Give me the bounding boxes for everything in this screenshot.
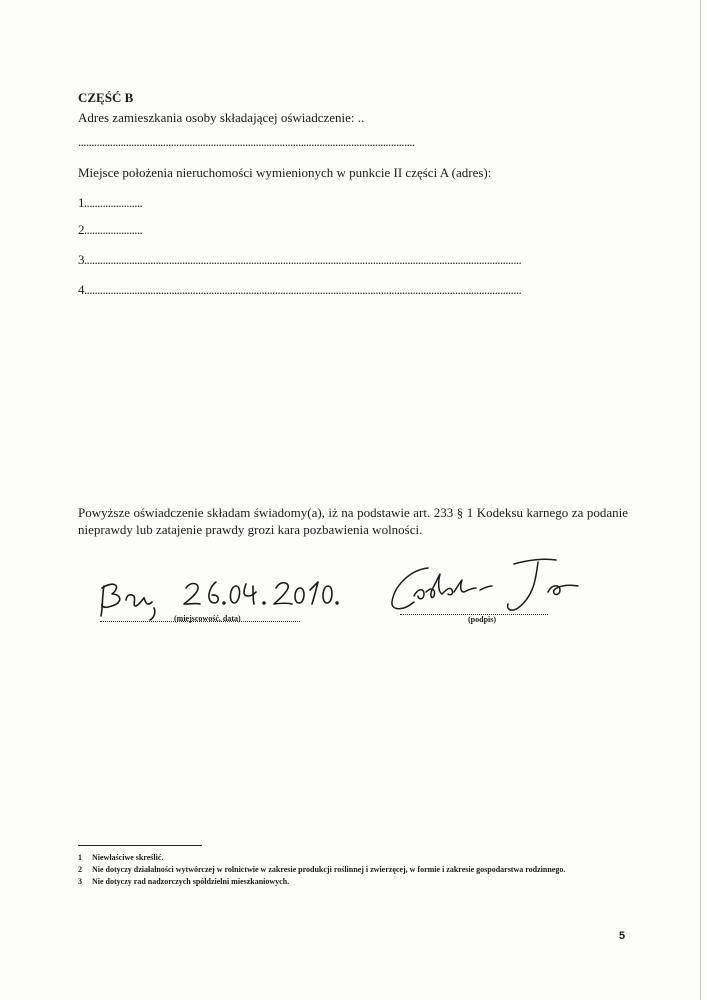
section-heading: CZĘŚĆ B: [78, 90, 134, 105]
footnote-separator: [78, 845, 202, 846]
address-label: Adres zamieszkania osoby składającej oświadczenie: ..: [78, 110, 365, 125]
footnote-3: [78, 877, 289, 886]
footnote-text: Nie dotyczy rad nadzorczych spółdzielni mieszkaniowych.: [92, 877, 290, 886]
page-number: 5: [619, 930, 626, 942]
footnote-number: 3: [78, 877, 82, 886]
scan-edge-line: [700, 0, 701, 1000]
location-line-3: 3.....................................................................................................................................................................: [78, 252, 522, 267]
signature-caption: (podpis): [468, 615, 497, 624]
declaration-text: Powyższe oświadczenie składam świadomy(a), iż na podstawie art. 233 § 1 Kodeksu karnego za podanie nieprawdy lub zatajenie prawdy grozi kara pozbawienia wolności.: [78, 505, 628, 537]
footnote-text: Nie dotyczy działalności wytwórczej w rolnictwie w zakresie produkcji roślinnej i zwierzęcej, w formie i zakresie gospodarstwa rodzinnego.: [92, 865, 566, 874]
place-date-caption: (miejscowość, data): [174, 614, 241, 623]
location-label: Miejsce położenia nieruchomości wymienionych w punkcie II części A (adres):: [78, 165, 492, 180]
footnote-text: Niewłaściwe skreślić.: [92, 853, 164, 862]
location-line-1: 1......................: [78, 195, 143, 210]
address-line: ...............................................................................................................................: [78, 134, 415, 149]
location-line-4: 4.....................................................................................................................................................................: [78, 282, 522, 297]
signature-image: [388, 556, 598, 618]
footnote-1: [78, 853, 163, 862]
location-line-2: 2......................: [78, 222, 143, 237]
footnote-number: 2: [78, 865, 82, 874]
footnote-2: [78, 865, 565, 874]
footnote-number: 1: [78, 853, 82, 862]
